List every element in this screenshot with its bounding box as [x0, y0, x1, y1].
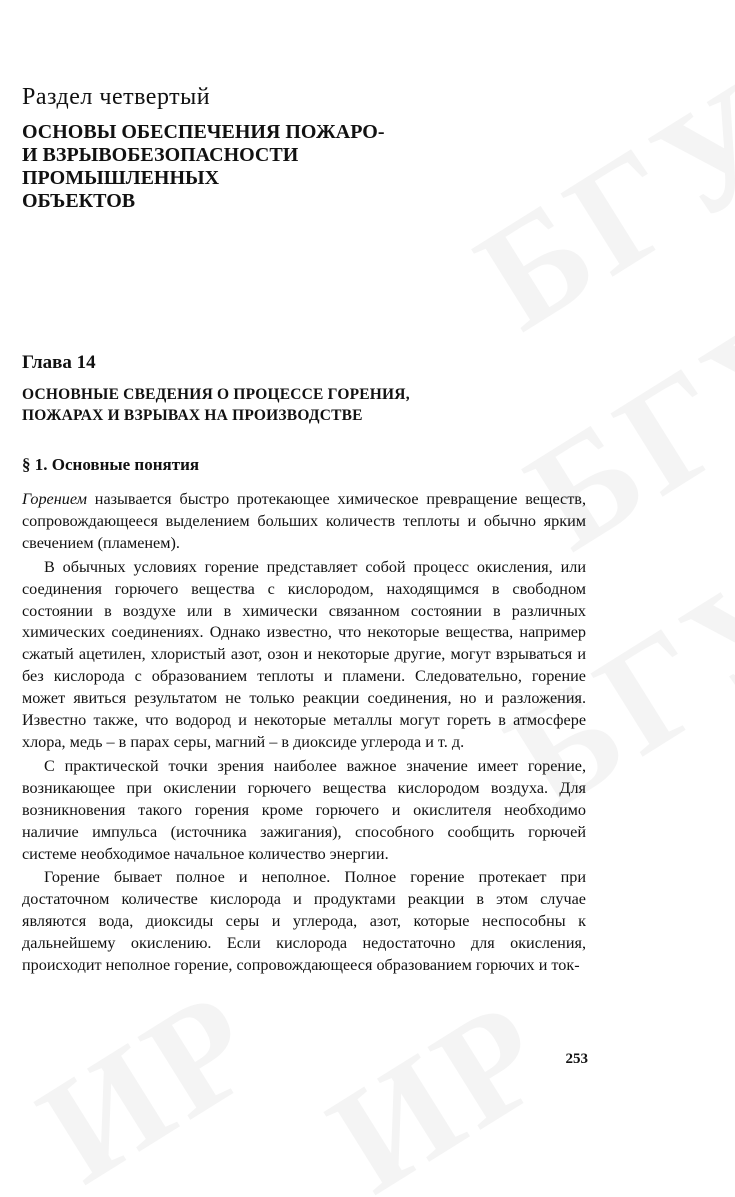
- defined-term: Горением: [22, 490, 87, 508]
- watermark-text: [449, 48, 735, 365]
- section-label: Раздел четвертый: [22, 84, 211, 110]
- paragraph-text: называется быстро протекающее химическое превращение веществ, сопровождающееся выделением больших количеств теплоты и обычно ярким свечением (пламенем).: [22, 490, 586, 552]
- section-title-line: ОСНОВЫ ОБЕСПЕЧЕНИЯ ПОЖАРО-: [22, 121, 385, 143]
- chapter-label: Глава 14: [22, 352, 96, 373]
- paragraph-heading: § 1. Основные понятия: [22, 455, 200, 474]
- paragraph: [22, 489, 586, 555]
- paragraph: В обычных условиях горение представляет собой процесс окисления, или соединения горючего вещества с кислородом, находящимся в свободном состоянии в воздухе или в химически связанном состоянии в различных химических соединениях. Однако известно, что некоторые вещества, например сжатый ацетилен, хлористый азот, озон и некоторые другие, могут взрываться и без кислорода с образованием теплоты и пламени. Следовательно, горение может явиться результатом не только реакции соединения, но и разложения. Известно также, что водород и некоторые металлы могут гореть в атмосфере хлора, медь – в парах серы, магний – в диоксиде углерода и т. д.: [22, 557, 586, 751]
- section-title-line: ПРОМЫШЛЕННЫХ: [22, 167, 220, 189]
- section-title-line: ОБЪЕКТОВ: [22, 190, 136, 212]
- chapter-title-line: ОСНОВНЫЕ СВЕДЕНИЯ О ПРОЦЕССЕ ГОРЕНИЯ,: [22, 386, 410, 403]
- watermark-text: [301, 965, 579, 1197]
- section-title: [22, 121, 452, 213]
- chapter-title-line: ПОЖАРАХ И ВЗРЫВАХ НА ПРОИЗВОДСТВЕ: [22, 407, 363, 424]
- chapter-title: [22, 384, 410, 426]
- paragraph: Горение бывает полное и неполное. Полное горение протекает при достаточном количестве кислорода и продуктами реакции в этом случае являются вода, диоксиды серы и углерода, азот, которые неспособны к дальнейшему окислению. Если кислорода недостаточно для окисления, происходит неполное горение, сопровождающееся образованием горючих и ток-: [22, 868, 586, 975]
- page-number: 253: [565, 1051, 588, 1067]
- body-text: [22, 489, 586, 979]
- section-title-line: И ВЗРЫВОБЕЗОПАСНОСТИ: [22, 144, 299, 166]
- paragraph: С практической точки зрения наиболее важное значение имеет горение, возникающее при окислении горючего вещества кислородом воздуха. Для возникновения такого горения кроме горючего и окислителя необходимо наличие импульса (источника зажигания), способного сообщить горючей системе необходимое начальное количество энергии.: [22, 756, 586, 863]
- watermark-text: [11, 955, 289, 1197]
